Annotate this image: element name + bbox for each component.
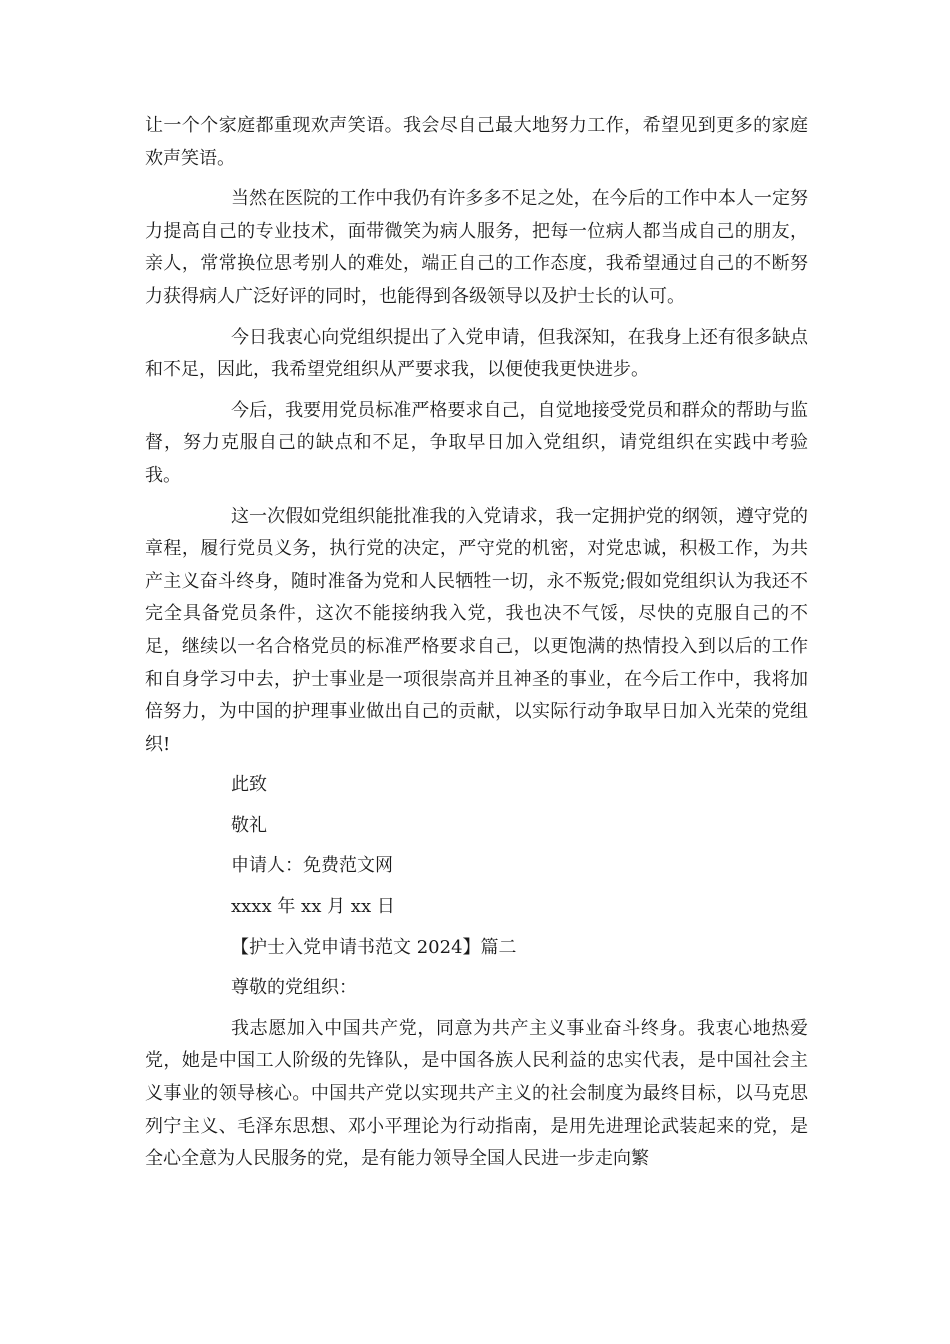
paragraph-volunteer: 我志愿加入中国共产党，同意为共产主义事业奋斗终身。我衷心地热爱党，她是中国工人阶级的先锋队，是中国各族人民利益的忠实代表，是中国社会主义事业的领导核心。中国共产党以实现共产主义的社会制度为最终目标，以马克思列宁主义、毛泽东思想、邓小平理论为行动指南，是用先进理论武装起来的党，是全心全意为人民服务的党，是有能力领导全国人民进一步走向繁 [145, 1017, 808, 1170]
salutation: 尊敬的党组织： [231, 977, 357, 999]
paragraph-continuation: 让一个个家庭都重现欢声笑语。我会尽自己最大地努力工作，希望见到更多的家庭欢声笑语。 [145, 115, 808, 169]
applicant-line: 申请人：免费范文网 [231, 855, 393, 877]
paragraph-pledge: 这一次假如党组织能批准我的入党请求，我一定拥护党的纲领，遵守党的章程，履行党员义务，执行党的决定，严守党的机密，对党忠诚，积极工作，为共产主义奋斗终身，随时准备为党和人民牺牲一切，永不叛党;假如党组织认为我还不完全具备党员条件，这次不能接纳我入党，我也决不气馁，尽快的克服自己的不足，继续以一名合格党员的标准严格要求自己，以更饱满的热情投入到以后的工作和自身学习中去，护士事业是一项很崇高并且神圣的事业，在今后工作中，我将加倍努力，为中国的护理事业做出自己的贡献，以实际行动争取早日加入光荣的党组织! [145, 505, 808, 755]
document-page [145, 110, 808, 1184]
paragraph-application: 今日我衷心向党组织提出了入党申请，但我深知，在我身上还有很多缺点和不足，因此，我希望党组织从严要求我，以便使我更快进步。 [145, 326, 808, 381]
paragraph-hospital-work: 当然在医院的工作中我仍有许多多不足之处，在今后的工作中本人一定努力提高自己的专业技术，面带微笑为病人服务，把每一位病人都当成自己的朋友，亲人，常常换位思考别人的难处，端正自己的工作态度，我希望通过自己的不断努力获得病人广泛好评的同时，也能得到各级领导以及护士长的认可。 [145, 188, 808, 307]
paragraph-future: 今后，我要用党员标准严格要求自己，自觉地接受党员和群众的帮助与监督，努力克服自己的缺点和不足，争取早日加入党组织，请党组织在实践中考验我。 [145, 399, 808, 486]
closing-salute-1: 此致 [231, 774, 267, 796]
closing-salute-2: 敬礼 [231, 814, 267, 836]
section-title: 【护士入党申请书范文 2024】篇二 [231, 936, 517, 958]
date-line: xxxx 年 xx 月 xx 日 [231, 896, 395, 918]
